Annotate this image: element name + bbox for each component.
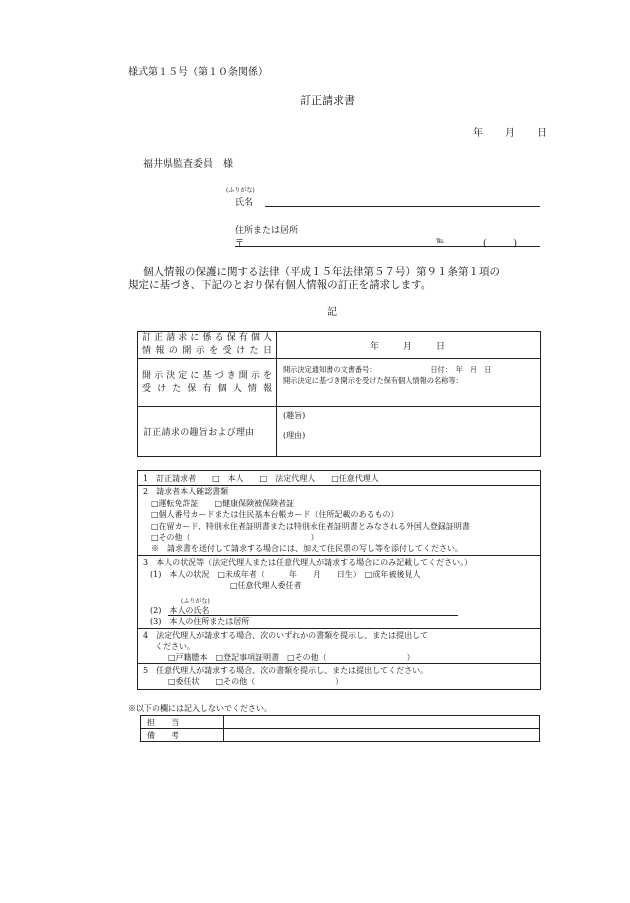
office-use-note: ※以下の欄には記入しないでください。 bbox=[128, 704, 272, 713]
section-3-status-2[interactable]: □任意代理人委任者 bbox=[230, 581, 302, 590]
body-line-1: 個人情報の保護に関する法律（平成１５年法律第５７号）第９１条第１項の bbox=[143, 266, 500, 278]
requester-address-label: 住所または居所 bbox=[235, 226, 299, 236]
section-5-options[interactable]: □委任状 □その他（ ） bbox=[168, 677, 344, 686]
section-4-options[interactable]: □戸籍謄本 □登記事項証明書 □その他（ ） bbox=[168, 653, 415, 662]
section-2-heading: 2 請求者本人確認書類 bbox=[143, 487, 229, 496]
postal-mark: 〒 bbox=[235, 239, 245, 249]
tel-mark: ℡ bbox=[436, 236, 445, 245]
tel-paren: ( ) bbox=[483, 239, 518, 249]
section-4-line-1: 4 法定代理人が請求する場合、次のいずれかの書類を提示し、または提出して bbox=[143, 631, 429, 640]
date-line: 年 月 日 bbox=[473, 128, 553, 139]
body-line-2: 規定に基づき、下記のとおり保有個人情報の訂正を請求します。 bbox=[128, 279, 432, 291]
requester-name-field bbox=[265, 206, 540, 207]
ki-mark: 記 bbox=[327, 307, 337, 318]
section-2-item-2[interactable]: □個人番号カードまたは住民基本台帳カード（住所記載のあるもの） bbox=[151, 510, 399, 519]
section-2-item-4[interactable]: □その他（ ） bbox=[151, 533, 319, 542]
disclosed-info-label-cell: 開示決定に基づき開示を 受けた保有個人情報 bbox=[138, 359, 277, 407]
purpose-reason-field[interactable]: (趣旨) (理由) bbox=[277, 407, 541, 457]
addressee: 福井県監査委員 様 bbox=[143, 159, 233, 170]
section-3-furigana: (ふりがな) bbox=[181, 598, 210, 605]
section-5-line-1: 5 任意代理人が請求する場合、次の書類を提示し、または提出してください。 bbox=[143, 666, 429, 675]
requester-info-box bbox=[137, 470, 541, 690]
requester-furigana: (ふりがな) bbox=[226, 187, 255, 194]
section-3-status[interactable]: (1) 本人の状況 □未成年者（ 年 月 日生） □成年被後見人 bbox=[150, 570, 421, 579]
section-1-requester-type[interactable]: 1 訂正請求者 □ 本人 □ 法定代理人 □任意代理人 bbox=[143, 474, 379, 483]
requester-name-label: 氏名 bbox=[235, 198, 254, 208]
received-date-field[interactable]: 年 月 日 bbox=[277, 332, 541, 359]
section-2-item-3[interactable]: □在留カード、特別永住者証明書または特別永住者証明書とみなされる外国人登録証明書 bbox=[151, 522, 470, 531]
form-number: 様式第１５号（第１０条関係） bbox=[128, 67, 268, 78]
section-4-line-2: ください。 bbox=[155, 642, 195, 651]
section-3-principal-address: (3) 本人の住所または居所 bbox=[150, 617, 250, 626]
office-use-row-2-field bbox=[224, 729, 540, 742]
purpose-reason-label: 訂正請求の趣旨および理由 bbox=[138, 407, 277, 457]
section-2-note: ※ 請求書を送付して請求する場合には、加えて住民票の写し等を添付してください。 bbox=[151, 544, 463, 553]
disclosed-info-field[interactable]: 開示決定通知書の文書番号： 日付： 年 月 日 開示決定に基づき開示を受けた保有個人情報の名称等： bbox=[277, 359, 541, 407]
received-date-label-cell: 訂正請求に係る保有個人 情報の開示を受けた日 bbox=[138, 332, 277, 359]
document-title: 訂正請求書 bbox=[300, 94, 355, 107]
section-2-item-1[interactable]: □運転免許証 □健康保険被保険者証 bbox=[151, 499, 295, 508]
requester-address-field bbox=[235, 246, 540, 247]
office-use-row-2-label: 備 考 bbox=[141, 729, 224, 742]
office-use-row-1-field bbox=[224, 716, 540, 729]
section-3-heading: 3 本人の状況等（法定代理人または任意代理人が請求する場合にのみ記載してください。） bbox=[143, 558, 473, 567]
section-3-principal-name: (2) 本人の氏名 bbox=[150, 606, 210, 615]
office-use-table bbox=[140, 715, 540, 742]
request-table bbox=[137, 331, 541, 457]
office-use-row-1-label: 担 当 bbox=[141, 716, 224, 729]
